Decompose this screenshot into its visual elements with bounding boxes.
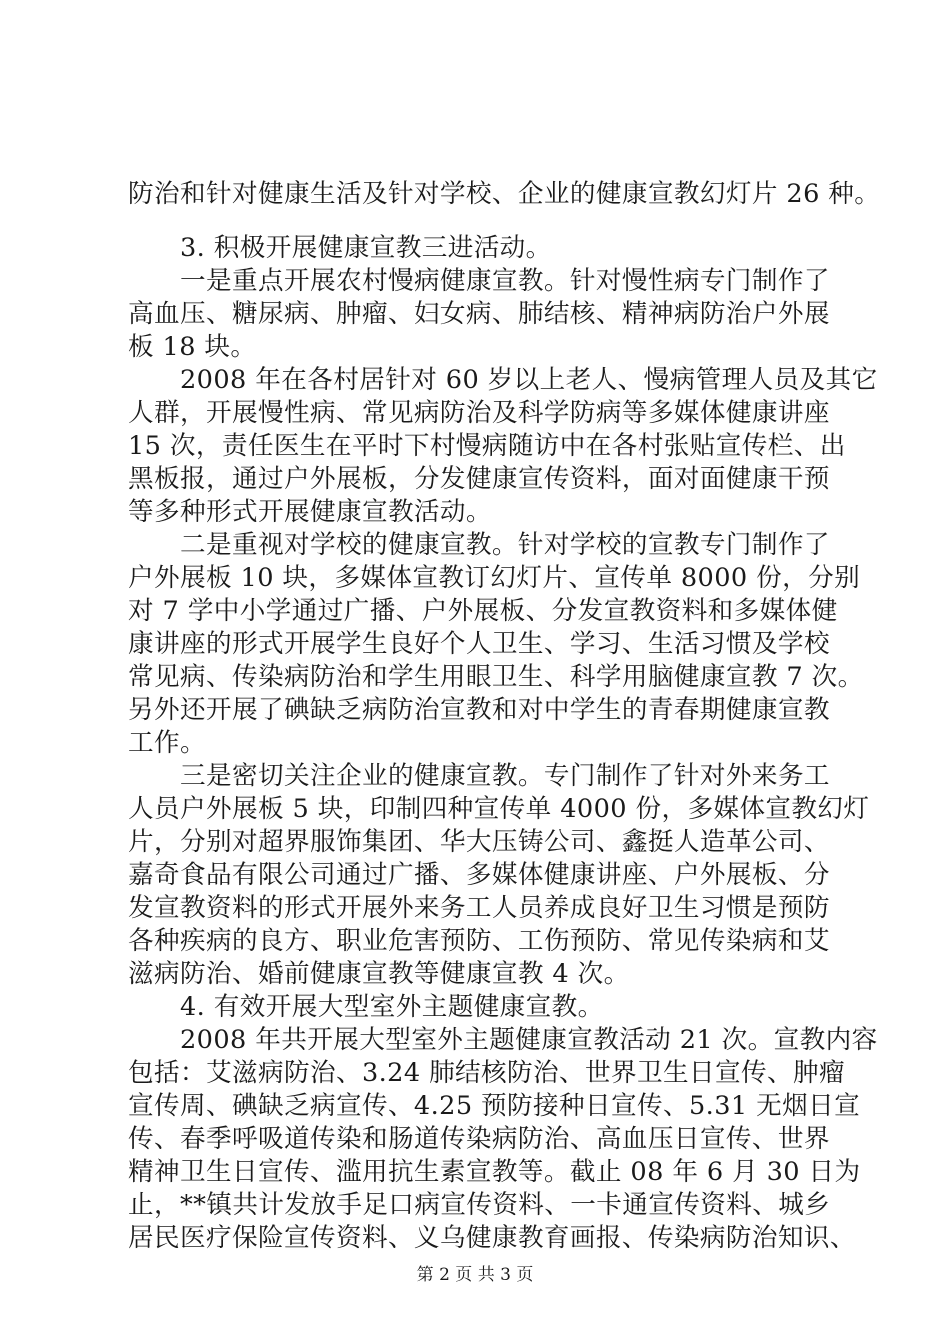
body-text-line: 15 次，责任医生在平时下村慢病随访中在各村张贴宣传栏、出 (128, 431, 846, 461)
body-text-line: 居民医疗保险宣传资料、义乌健康教育画报、传染病防治知识、 (128, 1223, 856, 1253)
paragraph-first-line: 一是重点开展农村慢病健康宣教。针对慢性病专门制作了 (180, 266, 830, 296)
paragraph-first-line: 二是重视对学校的健康宣教。针对学校的宣教专门制作了 (180, 530, 830, 560)
body-text-line: 对 7 学中小学通过广播、户外展板、分发宣教资料和多媒体健 (128, 596, 838, 626)
body-text-line: 高血压、糖尿病、肿瘤、妇女病、肺结核、精神病防治户外展 (128, 299, 830, 329)
body-text-line: 传、春季呼吸道传染和肠道传染病防治、高血压日宣传、世界 (128, 1124, 830, 1154)
body-text-line: 嘉奇食品有限公司通过广播、多媒体健康讲座、户外展板、分 (128, 860, 830, 890)
body-text-line: 常见病、传染病防治和学生用眼卫生、科学用脑健康宣教 7 次。 (128, 662, 864, 692)
body-text-line: 止，**镇共计发放手足口病宣传资料、一卡通宣传资料、城乡 (128, 1190, 831, 1220)
paragraph-first-line: 2008 年在各村居针对 60 岁以上老人、慢病管理人员及其它 (180, 365, 878, 395)
body-text-line: 人群，开展慢性病、常见病防治及科学防病等多媒体健康讲座 (128, 398, 830, 428)
page-number-footer: 第 2 页 共 3 页 (416, 1265, 534, 1285)
body-text-line: 片，分别对超界服饰集团、华大压铸公司、鑫挺人造革公司、 (128, 827, 830, 857)
body-text-line: 防治和针对健康生活及针对学校、企业的健康宣教幻灯片 26 种。 (128, 179, 881, 209)
paragraph-first-line: 三是密切关注企业的健康宣教。专门制作了针对外来务工 (180, 761, 830, 791)
body-text-line: 户外展板 10 块，多媒体宣教订幻灯片、宣传单 8000 份，分别 (128, 563, 861, 593)
body-text-line: 黑板报，通过户外展板，分发健康宣传资料，面对面健康干预 (128, 464, 830, 494)
body-text-line: 康讲座的形式开展学生良好个人卫生、学习、生活习惯及学校 (128, 629, 830, 659)
body-text-line: 板 18 块。 (128, 332, 257, 362)
body-text-line: 等多种形式开展健康宣教活动。 (128, 497, 492, 527)
body-text-line: 人员户外展板 5 块，印制四种宣传单 4000 份，多媒体宣教幻灯 (128, 794, 870, 824)
body-text-line: 工作。 (128, 728, 206, 758)
body-text-line: 滋病防治、婚前健康宣教等健康宣教 4 次。 (128, 959, 630, 989)
section-heading-4: 4. 有效开展大型室外主题健康宣教。 (180, 992, 604, 1022)
body-text-line: 另外还开展了碘缺乏病防治宣教和对中学生的青春期健康宣教 (128, 695, 830, 725)
body-text-line: 发宣教资料的形式开展外来务工人员养成良好卫生习惯是预防 (128, 893, 830, 923)
section-heading-3: 3. 积极开展健康宣教三进活动。 (180, 233, 552, 263)
body-text-line: 精神卫生日宣传、滥用抗生素宣教等。截止 08 年 6 月 30 日为 (128, 1157, 861, 1187)
body-text-line: 各种疾病的良方、职业危害预防、工伤预防、常见传染病和艾 (128, 926, 830, 956)
paragraph-first-line: 2008 年共开展大型室外主题健康宣教活动 21 次。宣教内容 (180, 1025, 878, 1055)
body-text-line: 宣传周、碘缺乏病宣传、4.25 预防接种日宣传、5.31 无烟日宣 (128, 1091, 861, 1121)
body-text-line: 包括：艾滋病防治、3.24 肺结核防治、世界卫生日宣传、肿瘤 (128, 1058, 845, 1088)
